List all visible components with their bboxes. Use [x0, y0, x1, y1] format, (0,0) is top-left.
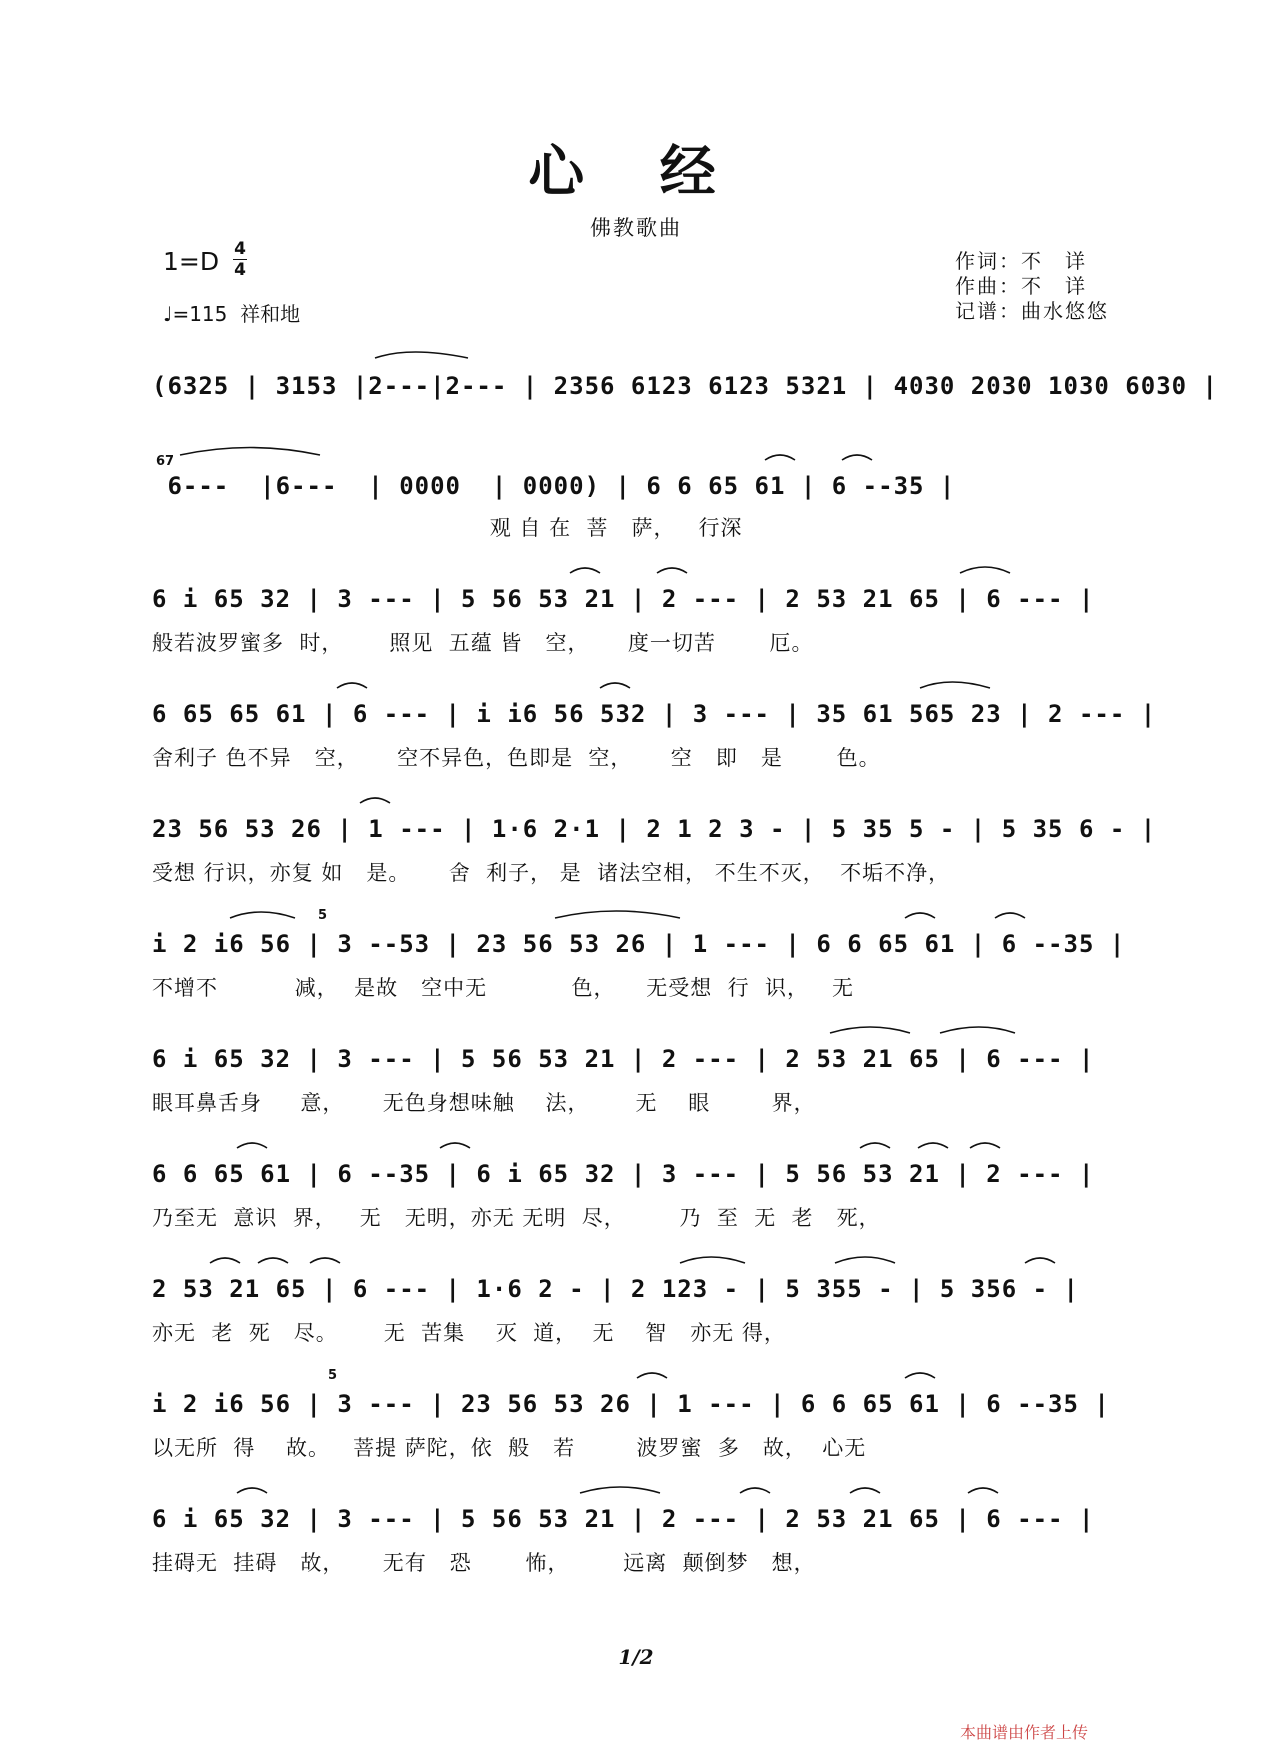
notation-row-9: 2 53 21 65 | 6 --- | 1·6 2 - | 2 123 - | 5 355 - | 5 356 - | — [152, 1275, 1079, 1303]
watermark-text: 本曲谱由作者上传 — [960, 1723, 1089, 1742]
slur-arc — [237, 1488, 267, 1493]
slur-arc — [850, 1488, 880, 1493]
slur-arc — [337, 683, 367, 688]
slur-arc — [1025, 1258, 1055, 1263]
slur-arc — [960, 567, 1010, 573]
grace-note-row-2: 67 — [156, 454, 175, 469]
lyric-row-8: 乃至无 意识 界， 无 无明，亦无 无明 尽， 乃 至 无 老 死， — [152, 1206, 881, 1230]
slur-arc — [570, 568, 600, 573]
notation-row-5: 23 56 53 26 | 1 --- | 1·6 2·1 | 2 1 2 3 - | 5 35 5 - | 5 35 6 - | — [152, 815, 1157, 843]
time-sig-bottom: 4 — [234, 260, 246, 280]
slur-arc — [970, 1143, 1000, 1148]
tempo-expression: 祥和地 — [240, 302, 301, 326]
slur-arc — [580, 1487, 660, 1493]
slur-arc — [600, 683, 630, 688]
slur-arc — [555, 911, 680, 918]
grace-note-row-10: 5 — [328, 1368, 338, 1383]
slur-arc — [830, 1027, 910, 1033]
slur-arc — [968, 1488, 998, 1493]
lyric-row-2: 观 自 在 菩 萨， 行深 — [152, 516, 743, 540]
key-signature: 1=D — [163, 247, 220, 276]
page-number: 1/2 — [618, 1645, 654, 1669]
slur-arc — [918, 1143, 948, 1148]
slur-arc — [905, 913, 935, 918]
lyric-row-5: 受想 行识，亦复 如 是。 舍 利子， 是 诸法空相， 不生不灭， 不垢不净， — [152, 861, 951, 885]
notation-row-3: 6 i 65 32 | 3 --- | 5 56 53 21 | 2 --- | 2 53 21 65 | 6 --- | — [152, 585, 1095, 613]
notation-row-11: 6 i 65 32 | 3 --- | 5 56 53 21 | 2 --- | 2 53 21 65 | 6 --- | — [152, 1505, 1095, 1533]
notation-row-4: 6 65 65 61 | 6 --- | i i6 56 532 | 3 --- | 35 61 565 23 | 2 --- | — [152, 700, 1157, 728]
notation-row-6: i 2 i6 56 | 3 --53 | 23 56 53 26 | 1 --- | 6 6 65 61 | 6 --35 | — [152, 930, 1126, 958]
lyric-row-6: 不增不 减， 是故 空中无 色， 无受想 行 识， 无 — [152, 976, 854, 1000]
transcriber-credit: 记谱：曲水悠悠 — [955, 299, 1109, 323]
slur-arc — [657, 568, 687, 573]
lyric-row-11: 挂碍无 挂碍 故， 无有 恐 怖， 远离 颠倒梦 想， — [152, 1551, 816, 1575]
tempo-value: =115 — [172, 302, 228, 326]
slur-arc — [230, 912, 295, 918]
slur-arc — [995, 913, 1025, 918]
slur-arc — [637, 1373, 667, 1378]
lyric-row-4: 舍利子 色不异 空， 空不异色，色即是 空， 空 即 是 色。 — [152, 746, 881, 770]
tie-arc — [375, 352, 468, 358]
slur-arc — [360, 798, 390, 803]
slur-arc — [920, 682, 990, 688]
slur-arc — [905, 1373, 935, 1378]
composer-credit: 作曲：不 详 — [955, 274, 1087, 298]
slur-arc — [940, 1027, 1015, 1033]
song-title: 心 经 — [528, 139, 744, 205]
quarter-note-icon: ♩ — [163, 302, 173, 326]
notation-row-1: (6325 | 3153 |2---|2--- | 2356 6123 6123 5321 | 4030 2030 1030 6030 | — [152, 372, 1218, 400]
notation-row-8: 6 6 65 61 | 6 --35 | 6 i 65 32 | 3 --- | 5 56 53 21 | 2 --- | — [152, 1160, 1095, 1188]
slur-arc — [237, 1143, 267, 1148]
grace-note-row-6: 5 — [318, 908, 328, 923]
slur-arc — [860, 1143, 890, 1148]
slur-arc — [210, 1258, 240, 1263]
lyric-row-10: 以无所 得 故。 菩提 萨陀，依 般 若 波罗蜜 多 故， 心无 — [152, 1436, 867, 1460]
slur-arc — [842, 455, 872, 460]
slur-arc — [440, 1143, 470, 1148]
tie-arc — [180, 448, 320, 456]
slur-arc — [765, 455, 795, 460]
notation-row-2: 6--- |6--- | 0000 | 0000) | 6 6 65 61 | 6 --35 | — [152, 472, 956, 500]
slur-arc — [835, 1257, 895, 1263]
slur-arc — [310, 1258, 340, 1263]
song-subtitle: 佛教歌曲 — [590, 216, 682, 240]
time-sig-top: 4 — [234, 239, 246, 259]
lyric-row-9: 亦无 老 死 尽。 无 苦集 灭 道， 无 智 亦无 得， — [152, 1321, 786, 1345]
lyric-row-3: 般若波罗蜜多 时， 照见 五蕴 皆 空， 度一切苦 厄。 — [152, 631, 814, 655]
slur-arc — [740, 1488, 770, 1493]
slur-arc — [258, 1258, 288, 1263]
notation-row-10: i 2 i6 56 | 3 --- | 23 56 53 26 | 1 --- | 6 6 65 61 | 6 --35 | — [152, 1390, 1110, 1418]
notation-row-7: 6 i 65 32 | 3 --- | 5 56 53 21 | 2 --- | 2 53 21 65 | 6 --- | — [152, 1045, 1095, 1073]
lyricist-credit: 作词：不 详 — [955, 249, 1087, 273]
slur-arc — [680, 1257, 745, 1263]
lyric-row-7: 眼耳鼻舌身 意， 无色身想味触 法， 无 眼 界， — [152, 1091, 816, 1115]
